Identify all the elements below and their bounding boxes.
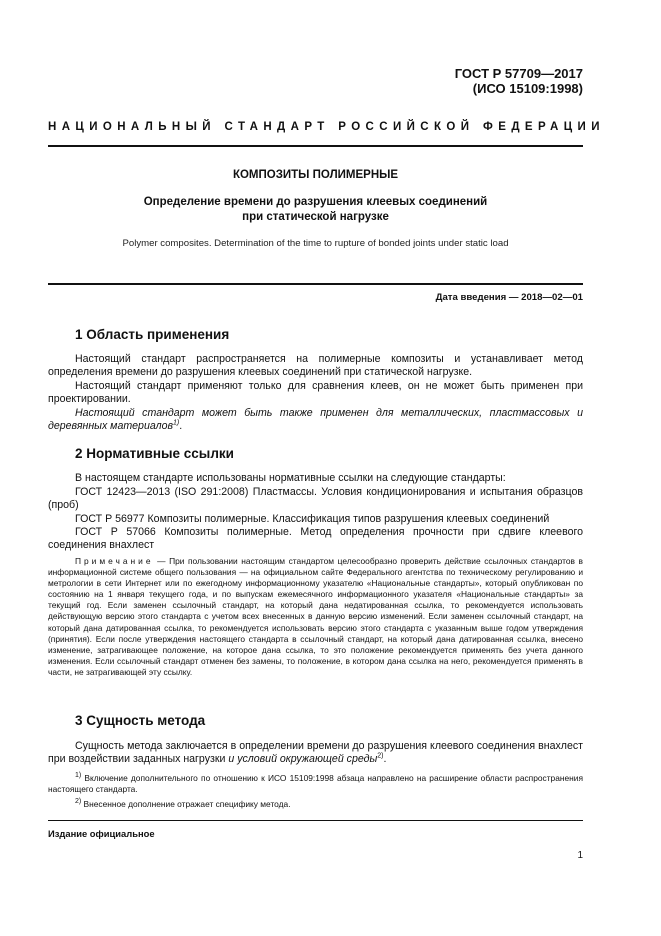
- section-2-heading: 2 Нормативные ссылки: [75, 446, 234, 461]
- normative-note: [48, 556, 583, 678]
- page-number: 1: [577, 850, 583, 861]
- section-3-text: Сущность метода заключается в определении времени до разрушения клеевого соединения внахлест при воздействии заданных нагрузки: [48, 740, 583, 766]
- section-1-paragraph-2: [48, 380, 583, 407]
- section-1-p3-end: .: [179, 420, 183, 433]
- section-1-heading: 1 Область применения: [75, 327, 230, 342]
- subtitle-line-2: при статической нагрузке: [242, 211, 389, 223]
- footnote-1: [48, 773, 583, 795]
- footnote-ref-2: 2): [377, 752, 384, 760]
- section-1-paragraph-1: [48, 353, 583, 380]
- official-edition: Издание официальное: [48, 828, 155, 839]
- section-3-italic-text: и условий окружающей среды: [228, 753, 378, 766]
- header-divider: [48, 145, 583, 147]
- document-subtitle: [48, 195, 583, 225]
- footnote-ref-1: 1): [173, 419, 180, 427]
- footnote-2-mark: 2): [75, 798, 82, 806]
- gost-number: ГОСТ Р 57709—2017: [454, 66, 583, 81]
- introduction-date: Дата введения — 2018—02—01: [435, 292, 583, 303]
- note-text: — При пользовании настоящим стандартом целесообразно проверить действие ссылочных стандартов в информационной системе общего пользования — на официальном сайте Федерального агентства по техническому регулированию и метрологии в сети Интернет или по ежегодному информационному указателю «Национальные стандарты», который опубликован по состоянию на 1 января текущего года, и по выпускам ежемесячного информационного указателя «Национальные стандарты» за текущий год. Если заменен ссылочный стандарт, на который дана недатированная ссылка, то рекомендуется использовать действующую версию этого стандарта с учетом всех внесенных в данную версию изменений. Если заменен ссылочный стандарт, на который дана датированная ссылка, то рекомендуется использовать версию этого стандарта с указанным выше годом утверждения (принятия). Если после утверждения настоящего стандарта в ссылочный стандарт, на который дана датированная ссылка, внесено изменение, затрагивающее положение, на которое дана ссылка, то это положение рекомендуется применять без учета данного изменения. Если ссылочный стандарт отменен без замены, то положение, в котором дана ссылка на него, рекомендуется применять в части, не затрагивающей эту ссылку.: [48, 556, 583, 677]
- reference-2-text: ГОСТ Р 56977 Композиты полимерные. Классификация типов разрушения клеевых соединений: [75, 513, 550, 525]
- footer-divider: [48, 820, 583, 821]
- reference-3-text: ГОСТ Р 57066 Композиты полимерные. Метод определения прочности при сдвиге клеевого соединения внахлест: [48, 526, 583, 552]
- reference-1-text: ГОСТ 12423—2013 (ISO 291:2008) Пластмассы. Условия кондиционирования и испытания образцов (проб): [48, 486, 583, 512]
- footnote-1-text: Включение дополнительного по отношению к ИСО 15109:1998 абзаца направлено на расширение области распространения настоящего стандарта.: [48, 773, 583, 794]
- footnote-2: [48, 799, 583, 810]
- section-1-paragraph-3: [48, 407, 583, 434]
- english-title: Polymer composites. Determination of the time to rupture of bonded joints under static load: [122, 238, 509, 249]
- iso-number: (ИСО 15109:1998): [472, 81, 583, 96]
- footnote-1-mark: 1): [75, 772, 82, 780]
- document-title: КОМПОЗИТЫ ПОЛИМЕРНЫЕ: [232, 169, 399, 181]
- section-3-end: .: [383, 753, 387, 766]
- title-divider: [48, 283, 583, 285]
- footnote-2-text: Внесенное дополнение отражает специфику метода.: [81, 799, 291, 809]
- national-standard-line: НАЦИОНАЛЬНЫЙ СТАНДАРТ РОССИЙСКОЙ ФЕДЕРАЦИИ: [48, 121, 605, 133]
- section-2-intro: [48, 472, 583, 485]
- section-1-p1-text: Настоящий стандарт распространяется на полимерные композиты и устанавливает метод определения времени до разрушения клеевых соединений при статической нагрузке.: [48, 353, 583, 379]
- reference-gost-12423: [48, 486, 583, 513]
- reference-gost-r-56977: [48, 513, 583, 526]
- reference-gost-r-57066: [48, 526, 583, 553]
- note-label: Примечание: [75, 556, 154, 566]
- subtitle-line-1: Определение времени до разрушения клеевых соединений: [143, 196, 488, 208]
- section-3-heading: 3 Сущность метода: [75, 713, 206, 728]
- section-3-paragraph: [48, 740, 583, 767]
- section-1-p2-text: Настоящий стандарт применяют только для сравнения клеев, он не может быть применен при проектировании.: [48, 380, 583, 406]
- section-1-p3-text: Настоящий стандарт может быть также применен для металлических, пластмассовых и деревянных материалов: [48, 407, 583, 433]
- section-2-intro-text: В настоящем стандарте использованы нормативные ссылки на следующие стандарты:: [75, 472, 506, 484]
